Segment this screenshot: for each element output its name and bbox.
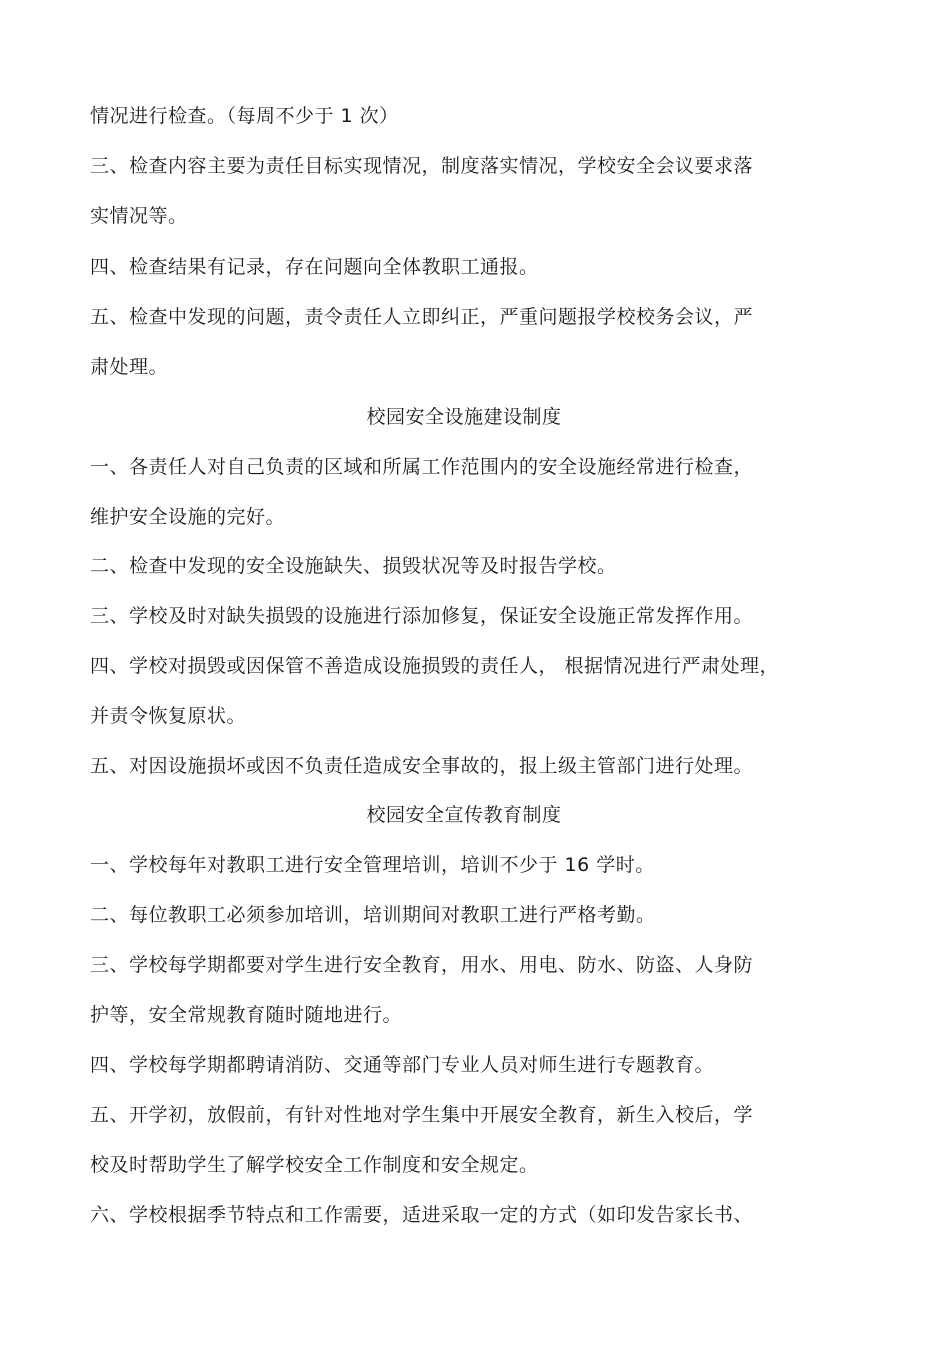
paragraph-line: 并责令恢复原状。 <box>90 705 247 727</box>
paragraph-line: 二、检查中发现的安全设施缺失、损毁状况等及时报告学校。 <box>90 555 617 577</box>
section-title: 校园安全宣传教育制度 <box>366 804 562 826</box>
paragraph-line: 肃处理。 <box>90 356 169 378</box>
paragraph-line: 五、对因设施损坏或因不负责任造成安全事故的，报上级主管部门进行处理。 <box>90 755 754 777</box>
paragraph-line: 一、学校每年对教职工进行安全管理培训，培训不少于 16 学时。 <box>90 854 655 876</box>
paragraph-line: 六、学校根据季节特点和工作需要，适进采取一定的方式（如印发告家长书、 <box>90 1204 754 1226</box>
paragraph-line: 校及时帮助学生了解学校安全工作制度和安全规定。 <box>90 1154 539 1176</box>
paragraph-line: 二、每位教职工必须参加培训，培训期间对教职工进行严格考勤。 <box>90 904 656 926</box>
paragraph-line: 情况进行检查。（每周不少于 1 次） <box>90 105 399 127</box>
paragraph-line: 实情况等。 <box>90 205 188 227</box>
paragraph-line: 四、检查结果有记录，存在问题向全体教职工通报。 <box>90 256 539 278</box>
paragraph-line: 三、学校每学期都要对学生进行安全教育，用水、用电、防水、防盗、人身防 <box>90 954 754 976</box>
paragraph-line: 五、开学初，放假前，有针对性地对学生集中开展安全教育，新生入校后，学 <box>90 1104 754 1126</box>
paragraph-line: 维护安全设施的完好。 <box>90 506 286 528</box>
paragraph-line: 一、各责任人对自己负责的区域和所属工作范围内的安全设施经常进行检查， <box>90 456 754 478</box>
section-title: 校园安全设施建设制度 <box>366 406 562 428</box>
paragraph-line: 四、学校每学期都聘请消防、交通等部门专业人员对师生进行专题教育。 <box>90 1054 715 1076</box>
paragraph-line: 五、检查中发现的问题，责令责任人立即纠正，严重问题报学校校务会议，严 <box>90 306 754 328</box>
paragraph-line: 四、学校对损毁或因保管不善造成设施损毁的责任人， 根据情况进行严肃处理， <box>90 655 780 677</box>
paragraph-line: 三、检查内容主要为责任目标实现情况，制度落实情况，学校安全会议要求落 <box>90 155 754 177</box>
paragraph-line: 护等，安全常规教育随时随地进行。 <box>90 1004 403 1026</box>
paragraph-line: 三、学校及时对缺失损毁的设施进行添加修复，保证安全设施正常发挥作用。 <box>90 605 754 627</box>
